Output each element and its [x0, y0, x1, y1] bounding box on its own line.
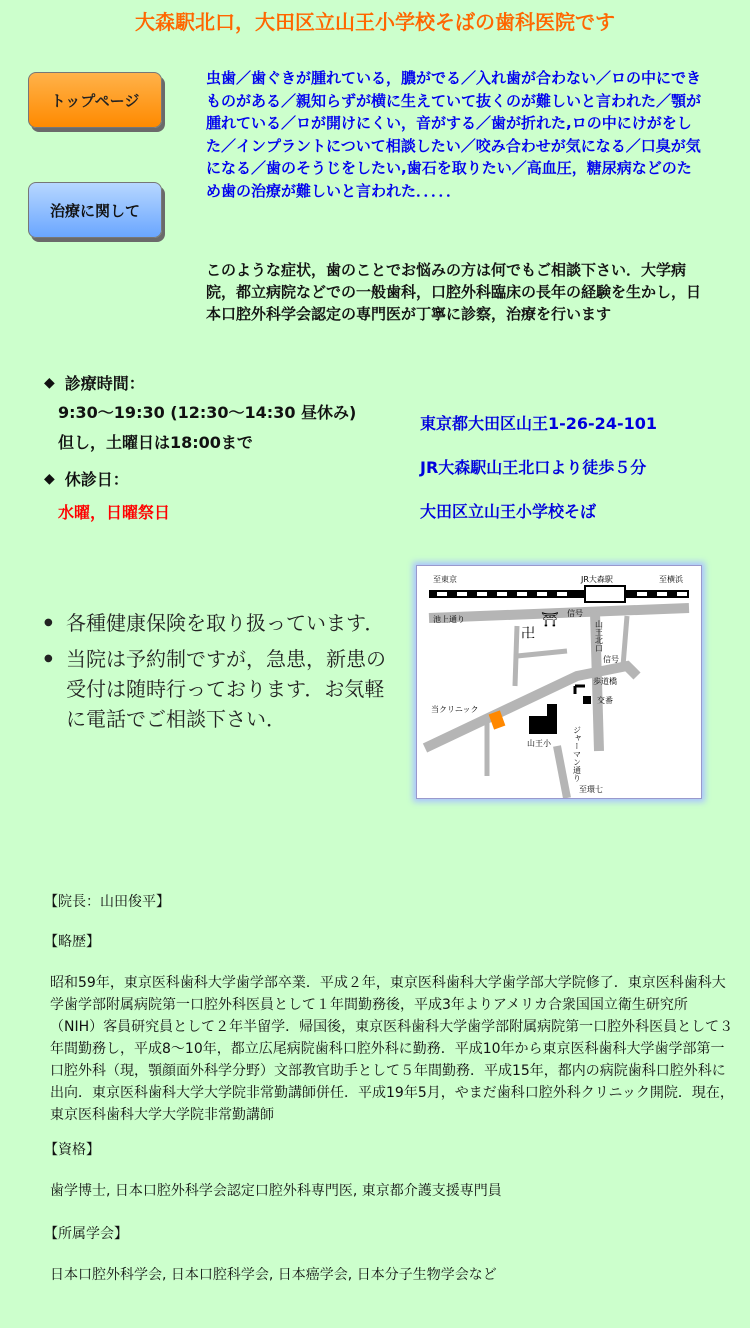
police-box-mark [583, 696, 591, 704]
hours-section [44, 371, 374, 523]
qualification-heading: 【資格】 [44, 1142, 100, 1158]
saturday-hours: 但し，土曜日は18:00まで [58, 433, 253, 452]
landmark-line: 大田区立山王小学校そば [420, 502, 597, 521]
label-signal2: 信号 [603, 655, 619, 664]
top-page-button[interactable]: トップページ [28, 72, 162, 128]
label-to-yokohama: 至横浜 [659, 575, 683, 584]
address-block [420, 412, 740, 544]
hours-time: 9:30～19:30 (12:30～14:30 昼休み) [58, 403, 357, 422]
career-text: 昭和59年，東京医科歯科大学歯学部卒業．平成２年，東京医科歯科大学歯学部大学院修了．東京医科歯科大学歯学部附属病院第一口腔外科医員として１年間勤務後，平成3年よりアメリカ合衆国国立衛生研究所（NIH）客員研究員として２年半留学．帰国後，東京医科歯科大学歯学部附属病院第一口腔外科医員として３年間勤務し，平成8～10年，都立広尾病院歯科口腔外科に勤務．平成10年から東京医科歯科大学歯学部第一口腔外科（現，顎顔面外科学分野）文部教官助手として５年間勤務．平成15年，都内の病院歯科口腔外科に出向．東京医科歯科大学大学院非常勤講師併任．平成19年5月，やまだ歯科口腔外科クリニック開院．現在，東京医科歯科大学大学院非常勤講師 [50, 975, 734, 1123]
label-footbridge: 歩道橋 [593, 677, 617, 686]
closed-days: 水曜，日曜祭日 [58, 503, 171, 522]
label-to-kan7: 至環七 [579, 785, 603, 794]
director-heading: 【院長：山田俊平】 [44, 894, 170, 910]
station-building [585, 586, 625, 602]
map-svg [417, 566, 701, 798]
label-school: 山王小 [527, 739, 551, 748]
hours-label: 診療時間： [64, 374, 145, 393]
info-list [44, 608, 389, 740]
label-jarman: ジャーマン通り [572, 726, 582, 782]
symptoms-text: 虫歯／歯ぐきが腫れている，膿がでる／入れ歯が合わない／ロの中にできものがある／親知らずが横に生えていて抜くのが難しいと言われた／顎が腫れている／ロが開けにくい，音がする／歯が折れた,ロの中にけがをした／インプラントについて相談したい／咬み合わせが気になる／口臭が気になる／歯のそうじをしたい,歯石を取りたい／高血圧，糖尿病などのため歯の治療が難しいと言われた．．．．． [206, 69, 702, 200]
society-heading: 【所属学会】 [44, 1226, 128, 1242]
society-text: 日本口腔外科学会, 日本口腔科学会, 日本癌学会, 日本分子生物学会など [50, 1267, 497, 1283]
address-line: 東京都大田区山王1-26-24-101 [420, 414, 657, 433]
label-to-tokyo: 至東京 [433, 575, 457, 584]
qualification-text: 歯学博士, 日本口腔外科学会認定口腔外科専門医, 東京都介護支援専門員 [50, 1183, 502, 1199]
label-police-box: 交番 [597, 696, 613, 705]
list-item: ● 各種健康保険を取り扱っています． [44, 608, 389, 638]
label-clinic: 当クリニック [431, 705, 479, 714]
closed-label: 休診日： [64, 470, 129, 489]
consult-text: このような症状，歯のことでお悩みの方は何でもご相談下さい．大学病院，都立病院などでの一般歯科，口腔外科臨床の長年の経験を生かし，日本口腔外科学会認定の専門医が丁寧に診察，治療を行います [206, 261, 702, 323]
temple-icon: 卍 [521, 626, 535, 642]
label-ikegami: 池上通り [433, 615, 465, 624]
label-sanno-kitaguchi: 山王北口 [594, 620, 604, 652]
access-line: JR大森駅山王北口より徒歩５分 [420, 458, 647, 477]
diamond-icon: ◆ [44, 374, 55, 391]
access-map [416, 565, 702, 799]
label-jr-omori: JR大森駅 [581, 575, 613, 584]
diamond-icon: ◆ [44, 470, 55, 487]
list-item: ● 当院は予約制ですが，急患，新患の受付は随時行っております．お気軽に電話でご相談下さい． [44, 644, 389, 734]
profile-section [44, 892, 734, 1308]
treatment-button[interactable]: 治療に関して [28, 182, 162, 238]
label-signal1: 信号 [567, 609, 583, 618]
page-title: 大森駅北口，大田区立山王小学校そばの歯科医院です [135, 10, 615, 34]
shrine-icon: ⛩ [541, 612, 559, 628]
career-heading: 【略歴】 [44, 934, 100, 950]
